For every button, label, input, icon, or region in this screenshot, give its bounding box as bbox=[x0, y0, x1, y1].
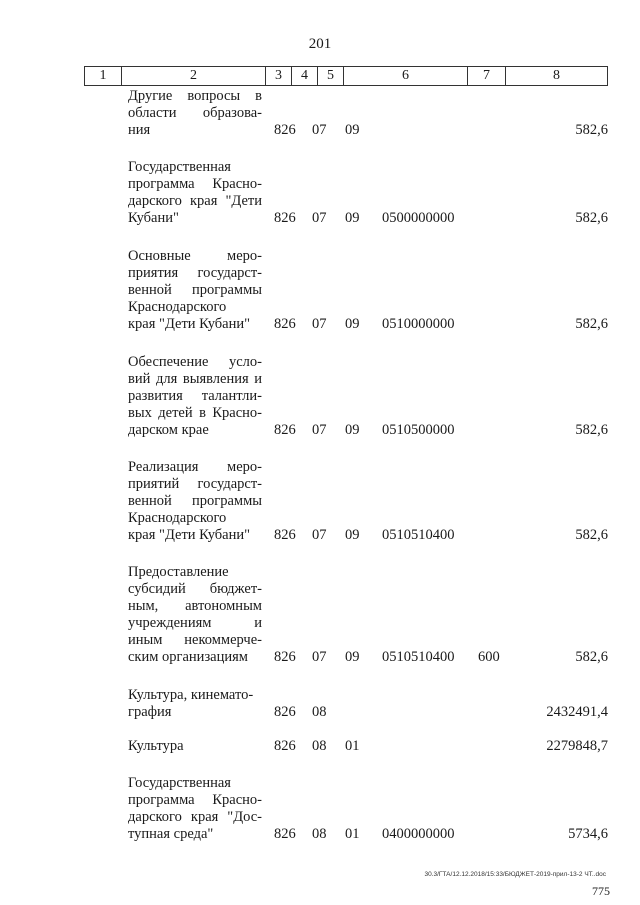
col-4-value: 07 bbox=[312, 316, 327, 332]
header-col-1: 1 bbox=[99, 68, 107, 83]
col-8-value: 582,6 bbox=[575, 210, 608, 226]
col-5-value: 01 bbox=[345, 826, 360, 842]
col-8-value: 5734,6 bbox=[568, 826, 608, 842]
row-name: Другие вопросы в области образова- ния bbox=[128, 88, 262, 138]
col-3-value: 826 bbox=[274, 649, 296, 665]
col-4-value: 07 bbox=[312, 422, 327, 438]
col-4-value: 08 bbox=[312, 826, 327, 842]
footer-sheet-number: 775 bbox=[592, 884, 610, 898]
row-name: Культура bbox=[128, 738, 184, 754]
col-4-value: 08 bbox=[312, 704, 327, 720]
col-6-value: 0510500000 bbox=[382, 422, 455, 438]
col-8-value: 582,6 bbox=[575, 422, 608, 438]
col-5-value: 09 bbox=[345, 527, 360, 543]
col-6-value: 0510510400 bbox=[382, 527, 455, 543]
col-3-value: 826 bbox=[274, 122, 296, 138]
col-7-value: 600 bbox=[478, 649, 500, 665]
header-col-7: 7 bbox=[467, 67, 505, 85]
col-5-value: 09 bbox=[345, 122, 360, 138]
row-name: Обеспечение усло- вий для выявления и развития талантли- вых детей в Красно- дарском крае bbox=[128, 354, 262, 438]
row-name: Основные меро- приятия государст- венной программы Краснодарского края "Дети Кубани" bbox=[128, 248, 262, 332]
col-6-value: 0500000000 bbox=[382, 210, 455, 226]
table-header bbox=[84, 66, 608, 86]
row-name: Государственная программа Красно- дарского края "Дети Кубани" bbox=[128, 159, 262, 226]
col-4-value: 08 bbox=[312, 738, 327, 754]
col-8-value: 582,6 bbox=[575, 527, 608, 543]
col-6-value: 0510510400 bbox=[382, 649, 455, 665]
header-col-8: 8 bbox=[505, 67, 607, 85]
col-4-value: 07 bbox=[312, 122, 327, 138]
col-5-value: 09 bbox=[345, 316, 360, 332]
header-col-6: 6 bbox=[343, 67, 467, 85]
col-8-value: 582,6 bbox=[575, 316, 608, 332]
col-3-value: 826 bbox=[274, 210, 296, 226]
col-3-value: 826 bbox=[274, 316, 296, 332]
page-number: 201 bbox=[308, 36, 332, 52]
col-3-value: 826 bbox=[274, 527, 296, 543]
row-name: Государственная программа Красно- дарского края "Дос- тупная среда" bbox=[128, 775, 262, 842]
col-3-value: 826 bbox=[274, 704, 296, 720]
row-name: Предоставление субсидий бюджет- ным, автономным учреждениям и иным некоммерче- ским организациям bbox=[128, 564, 262, 665]
col-5-value: 09 bbox=[345, 422, 360, 438]
header-col-5: 5 bbox=[317, 67, 343, 85]
col-3-value: 826 bbox=[274, 826, 296, 842]
col-4-value: 07 bbox=[312, 527, 327, 543]
col-4-value: 07 bbox=[312, 210, 327, 226]
col-8-value: 582,6 bbox=[575, 649, 608, 665]
col-3-value: 826 bbox=[274, 422, 296, 438]
col-5-value: 09 bbox=[345, 210, 360, 226]
col-3-value: 826 bbox=[274, 738, 296, 754]
row-name: Культура, кинемато- графия bbox=[128, 687, 254, 720]
col-5-value: 09 bbox=[345, 649, 360, 665]
col-5-value: 01 bbox=[345, 738, 360, 754]
col-6-value: 0400000000 bbox=[382, 826, 455, 842]
header-col-2: 2 bbox=[121, 67, 265, 85]
col-8-value: 2279848,7 bbox=[546, 738, 608, 754]
footer-file-info: 30.3/ГТА/12.12.2018/15:33/БЮДЖЕТ-2019-прил-13-2 ЧТ..doc bbox=[424, 871, 606, 878]
col-6-value: 0510000000 bbox=[382, 316, 455, 332]
header-col-4: 4 bbox=[291, 67, 317, 85]
col-8-value: 2432491,4 bbox=[546, 704, 608, 720]
col-4-value: 07 bbox=[312, 649, 327, 665]
col-8-value: 582,6 bbox=[575, 122, 608, 138]
row-name: Реализация меро- приятий государст- венной программы Краснодарского края "Дети Кубани" bbox=[128, 459, 262, 543]
header-col-3: 3 bbox=[265, 67, 291, 85]
